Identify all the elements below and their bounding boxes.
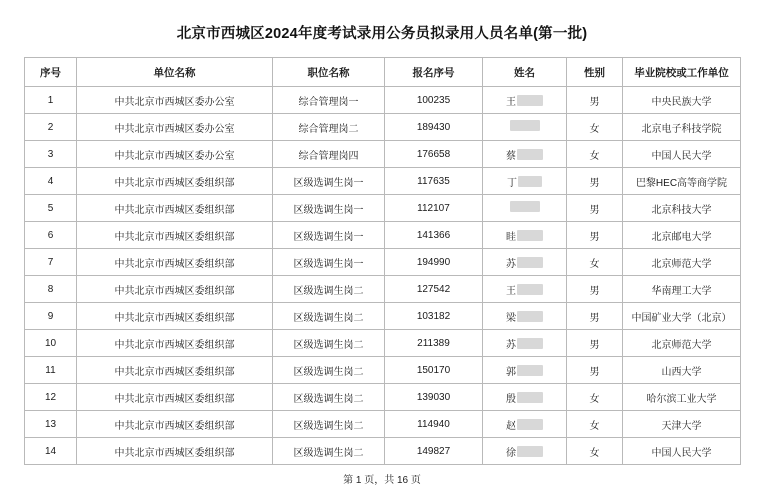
cell-name — [483, 303, 567, 330]
name-redaction-mask — [517, 257, 543, 268]
cell-sex: 女 — [567, 411, 623, 438]
cell-post: 区级选调生岗二 — [273, 384, 385, 411]
table-row — [25, 222, 741, 249]
table-body — [25, 87, 741, 465]
cell-school: 哈尔滨工业大学 — [623, 384, 741, 411]
page-title: 北京市西城区2024年度考试录用公务员拟录用人员名单(第一批) — [176, 26, 588, 42]
table-header-row — [25, 58, 741, 87]
cell-seq: 10 — [25, 330, 77, 357]
table-row — [25, 384, 741, 411]
cell-seq: 5 — [25, 195, 77, 222]
cell-post: 综合管理岗二 — [273, 114, 385, 141]
cell-unit: 中共北京市西城区委组织部 — [77, 195, 273, 222]
cell-seq: 1 — [25, 87, 77, 114]
cell-seq: 13 — [25, 411, 77, 438]
cell-seq: 9 — [25, 303, 77, 330]
name-redaction-mask — [518, 176, 542, 187]
table-row — [25, 249, 741, 276]
table-row — [25, 303, 741, 330]
cell-unit: 中共北京市西城区委组织部 — [77, 438, 273, 465]
cell-application-no: 176658 — [385, 141, 483, 168]
name-redaction-mask — [517, 392, 543, 403]
cell-seq: 11 — [25, 357, 77, 384]
cell-name — [483, 114, 567, 141]
name-visible-text: 苏 — [506, 258, 516, 270]
table-row — [25, 141, 741, 168]
name-visible-text: 苏 — [506, 339, 516, 351]
cell-school: 天津大学 — [623, 411, 741, 438]
name-visible-text: 丁 — [507, 177, 517, 189]
cell-name — [483, 87, 567, 114]
name-visible-text: 赵 — [506, 420, 516, 432]
table-row — [25, 276, 741, 303]
cell-application-no: 149827 — [385, 438, 483, 465]
name-visible-text: 王 — [506, 96, 516, 108]
cell-name — [483, 357, 567, 384]
cell-application-no: 194990 — [385, 249, 483, 276]
cell-school: 巴黎HEC高等商学院 — [623, 168, 741, 195]
cell-sex: 男 — [567, 303, 623, 330]
column-header-seq: 序号 — [25, 58, 77, 87]
cell-school: 北京师范大学 — [623, 330, 741, 357]
cell-sex: 女 — [567, 249, 623, 276]
cell-post: 区级选调生岗二 — [273, 276, 385, 303]
cell-unit: 中共北京市西城区委组织部 — [77, 276, 273, 303]
cell-application-no: 100235 — [385, 87, 483, 114]
cell-application-no: 211389 — [385, 330, 483, 357]
cell-school: 北京电子科技学院 — [623, 114, 741, 141]
cell-sex: 女 — [567, 438, 623, 465]
name-visible-text: 梁 — [506, 312, 516, 324]
cell-unit: 中共北京市西城区委办公室 — [77, 141, 273, 168]
cell-sex: 男 — [567, 168, 623, 195]
page-footer: 第 1 页，共 16 页 — [343, 475, 421, 486]
cell-application-no: 150170 — [385, 357, 483, 384]
cell-application-no: 112107 — [385, 195, 483, 222]
table-row — [25, 357, 741, 384]
cell-post: 综合管理岗四 — [273, 141, 385, 168]
cell-unit: 中共北京市西城区委组织部 — [77, 330, 273, 357]
name-visible-text: 蔡 — [506, 150, 516, 162]
name-visible-text: 徐 — [506, 447, 516, 459]
name-redaction-mask — [517, 365, 543, 376]
table-row — [25, 438, 741, 465]
column-header-post: 职位名称 — [273, 58, 385, 87]
table-row — [25, 411, 741, 438]
cell-post: 区级选调生岗一 — [273, 249, 385, 276]
cell-unit: 中共北京市西城区委组织部 — [77, 249, 273, 276]
name-redaction-mask — [510, 120, 540, 131]
cell-school: 中国矿业大学（北京） — [623, 303, 741, 330]
cell-school: 北京科技大学 — [623, 195, 741, 222]
column-header-unit: 单位名称 — [77, 58, 273, 87]
cell-name — [483, 330, 567, 357]
cell-name — [483, 276, 567, 303]
table-row — [25, 87, 741, 114]
column-header-school: 毕业院校或工作单位 — [623, 58, 741, 87]
table-header — [25, 58, 741, 87]
cell-name — [483, 168, 567, 195]
name-redaction-mask — [517, 95, 543, 106]
cell-sex: 女 — [567, 141, 623, 168]
roster-table — [24, 57, 741, 465]
cell-application-no: 189430 — [385, 114, 483, 141]
cell-seq: 4 — [25, 168, 77, 195]
cell-sex: 男 — [567, 87, 623, 114]
cell-name — [483, 438, 567, 465]
cell-post: 区级选调生岗二 — [273, 438, 385, 465]
cell-application-no: 103182 — [385, 303, 483, 330]
name-redaction-mask — [510, 201, 540, 212]
name-redaction-mask — [517, 149, 543, 160]
name-redaction-mask — [517, 230, 543, 241]
column-header-application-no: 报名序号 — [385, 58, 483, 87]
cell-name — [483, 141, 567, 168]
cell-application-no: 117635 — [385, 168, 483, 195]
name-redaction-mask — [517, 446, 543, 457]
cell-post: 综合管理岗一 — [273, 87, 385, 114]
cell-school: 北京师范大学 — [623, 249, 741, 276]
table-row — [25, 168, 741, 195]
cell-seq: 8 — [25, 276, 77, 303]
cell-sex: 男 — [567, 195, 623, 222]
cell-unit: 中共北京市西城区委组织部 — [77, 168, 273, 195]
cell-application-no: 114940 — [385, 411, 483, 438]
cell-post: 区级选调生岗二 — [273, 303, 385, 330]
cell-seq: 7 — [25, 249, 77, 276]
cell-sex: 女 — [567, 384, 623, 411]
cell-application-no: 127542 — [385, 276, 483, 303]
cell-post: 区级选调生岗二 — [273, 357, 385, 384]
name-redaction-mask — [517, 311, 543, 322]
name-redaction-mask — [517, 284, 543, 295]
name-visible-text: 王 — [506, 285, 516, 297]
cell-seq: 6 — [25, 222, 77, 249]
cell-seq: 2 — [25, 114, 77, 141]
cell-application-no: 139030 — [385, 384, 483, 411]
cell-post: 区级选调生岗一 — [273, 195, 385, 222]
cell-name — [483, 249, 567, 276]
cell-school: 北京邮电大学 — [623, 222, 741, 249]
name-redaction-mask — [517, 338, 543, 349]
name-visible-text: 郭 — [506, 366, 516, 378]
cell-school: 中国人民大学 — [623, 438, 741, 465]
cell-name — [483, 384, 567, 411]
name-visible-text: 殷 — [506, 393, 516, 405]
cell-school: 中国人民大学 — [623, 141, 741, 168]
cell-unit: 中共北京市西城区委组织部 — [77, 222, 273, 249]
cell-unit: 中共北京市西城区委组织部 — [77, 303, 273, 330]
name-visible-text: 眭 — [506, 231, 516, 243]
cell-application-no: 141366 — [385, 222, 483, 249]
cell-unit: 中共北京市西城区委组织部 — [77, 411, 273, 438]
cell-post: 区级选调生岗二 — [273, 411, 385, 438]
table-row — [25, 114, 741, 141]
cell-sex: 男 — [567, 276, 623, 303]
column-header-name: 姓名 — [483, 58, 567, 87]
cell-unit: 中共北京市西城区委办公室 — [77, 87, 273, 114]
cell-unit: 中共北京市西城区委组织部 — [77, 357, 273, 384]
cell-seq: 3 — [25, 141, 77, 168]
cell-seq: 12 — [25, 384, 77, 411]
cell-seq: 14 — [25, 438, 77, 465]
cell-name — [483, 411, 567, 438]
cell-name — [483, 195, 567, 222]
cell-post: 区级选调生岗一 — [273, 222, 385, 249]
cell-sex: 男 — [567, 357, 623, 384]
cell-sex: 男 — [567, 330, 623, 357]
cell-school: 中央民族大学 — [623, 87, 741, 114]
cell-name — [483, 222, 567, 249]
cell-post: 区级选调生岗一 — [273, 168, 385, 195]
cell-unit: 中共北京市西城区委办公室 — [77, 114, 273, 141]
cell-school: 华南理工大学 — [623, 276, 741, 303]
table-row — [25, 195, 741, 222]
cell-school: 山西大学 — [623, 357, 741, 384]
name-redaction-mask — [517, 419, 543, 430]
table-row — [25, 330, 741, 357]
cell-sex: 男 — [567, 222, 623, 249]
column-header-sex: 性别 — [567, 58, 623, 87]
cell-sex: 女 — [567, 114, 623, 141]
cell-post: 区级选调生岗二 — [273, 330, 385, 357]
cell-unit: 中共北京市西城区委组织部 — [77, 384, 273, 411]
